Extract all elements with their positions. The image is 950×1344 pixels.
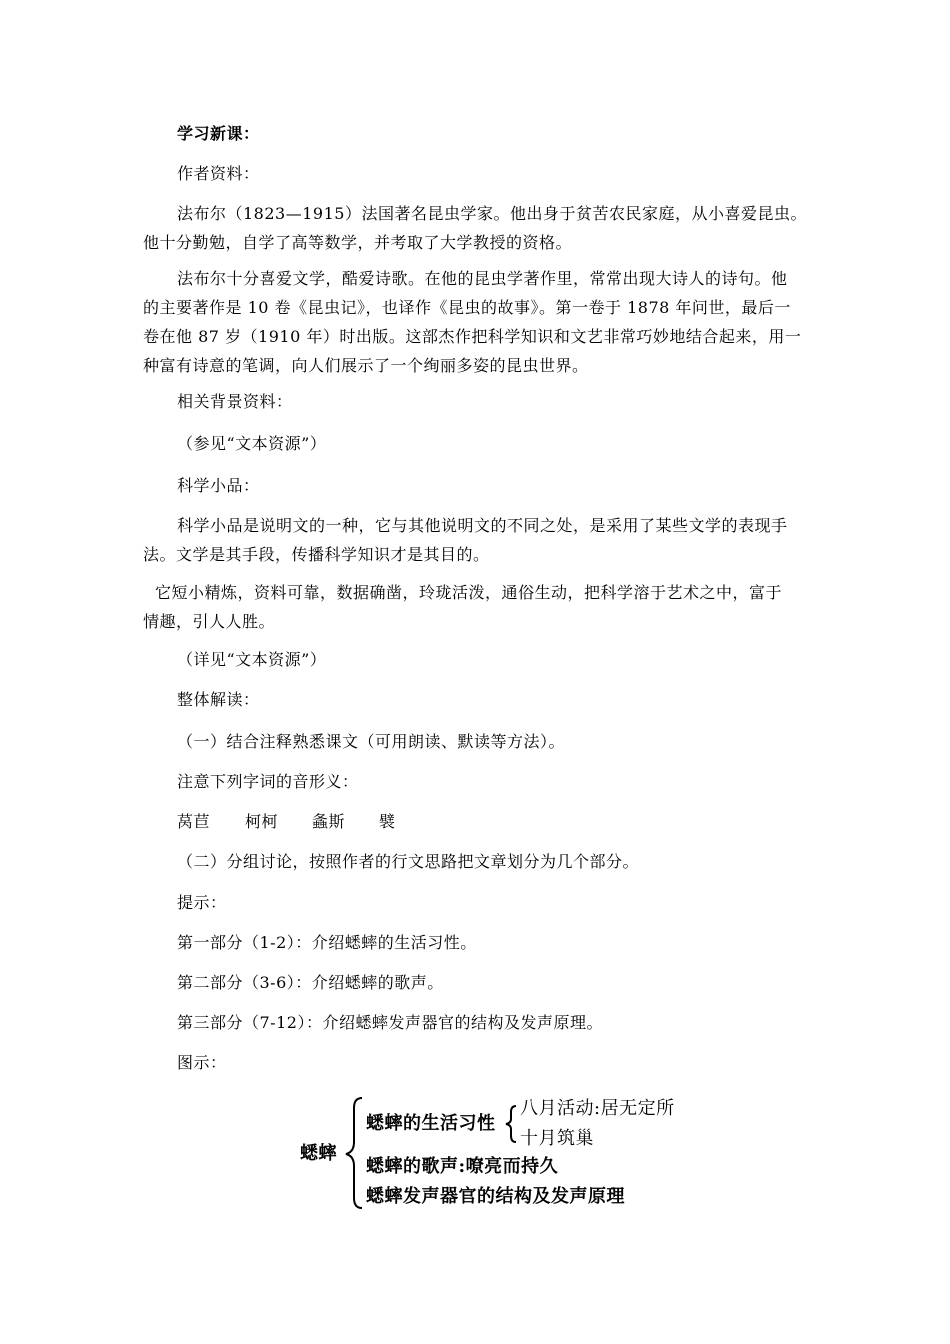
paragraph-line: 它短小精炼，资料可靠，数据确凿，玲珑活泼，通俗生动，把科学溶于艺术之中，富于 xyxy=(155,583,783,602)
reference-note: （详见“文本资源”） xyxy=(177,650,327,669)
heading-background-info: 相关背景资料： xyxy=(177,392,293,411)
paragraph-line: 卷在他 87 岁（1910 年）时出版。这部杰作把科学知识和文艺非常巧妙地结合起来，用一 xyxy=(143,327,802,346)
part-three: 第三部分（7-12）：介绍蟋蟀发声器官的结构及发声原理。 xyxy=(177,1013,603,1032)
diagram-branch-habits: 蟋蟀的生活习性 xyxy=(366,1113,496,1134)
diagram-root: 蟋蟀 xyxy=(300,1143,337,1164)
vocab-word: 襞 xyxy=(379,812,396,831)
diagram-leaf-october: 十月筑巢 xyxy=(520,1128,594,1149)
heading-overall-reading: 整体解读： xyxy=(177,690,260,709)
heading-author-info: 作者资料： xyxy=(177,164,260,183)
section-title-new-lesson: 学习新课： xyxy=(177,124,260,143)
paragraph-line: 法布尔十分喜爱文学，酷爱诗歌。在他的昆虫学著作里，常常出现大诗人的诗句。他 xyxy=(177,269,788,288)
step-two: （二）分组讨论，按照作者的行文思路把文章划分为几个部分。 xyxy=(177,852,640,871)
paragraph-line: 情趣，引人人胜。 xyxy=(143,612,276,631)
diagram-leaf-august: 八月活动:居无定所 xyxy=(520,1098,675,1119)
heading-science-essay: 科学小品： xyxy=(177,476,260,495)
big-brace xyxy=(346,1098,362,1208)
diagram-label: 图示： xyxy=(177,1053,227,1072)
diagram-branch-organ: 蟋蟀发声器官的结构及发声原理 xyxy=(366,1186,625,1207)
small-brace xyxy=(506,1106,516,1142)
part-one: 第一部分（1-2）：介绍蟋蟀的生活习性。 xyxy=(177,933,477,952)
paragraph-line: 法。文学是其手段，传播科学知识才是其目的。 xyxy=(143,545,490,564)
vocab-word: 莴苣 xyxy=(177,812,211,831)
hint-label: 提示： xyxy=(177,893,227,912)
paragraph-line: 他十分勤勉，自学了高等数学，并考取了大学教授的资格。 xyxy=(143,233,573,252)
vocab-word: 柯柯 xyxy=(245,812,279,831)
paragraph-line: 法布尔（1823—1915）法国著名昆虫学家。他出身于贫苦农民家庭，从小喜爱昆虫。 xyxy=(177,204,807,223)
paragraph-line: 的主要著作是 10 卷《昆虫记》，也译作《昆虫的故事》。第一卷于 1878 年问世，最后一 xyxy=(143,298,791,317)
vocab-word: 螽斯 xyxy=(312,812,346,831)
diagram-branch-song: 蟋蟀的歌声:嘹亮而持久 xyxy=(366,1156,559,1177)
paragraph-line: 种富有诗意的笔调，向人们展示了一个绚丽多姿的昆虫世界。 xyxy=(143,356,589,375)
structure-diagram xyxy=(300,1090,720,1220)
paragraph-line: 科学小品是说明文的一种，它与其他说明文的不同之处，是采用了某些文学的表现手 xyxy=(177,516,788,535)
part-two: 第二部分（3-6）：介绍蟋蟀的歌声。 xyxy=(177,973,444,992)
vocab-heading: 注意下列字词的音形义： xyxy=(177,772,359,791)
reference-note: （参见“文本资源”） xyxy=(177,434,327,453)
step-one: （一）结合注释熟悉课文（可用朗读、默读等方法）。 xyxy=(177,732,566,751)
